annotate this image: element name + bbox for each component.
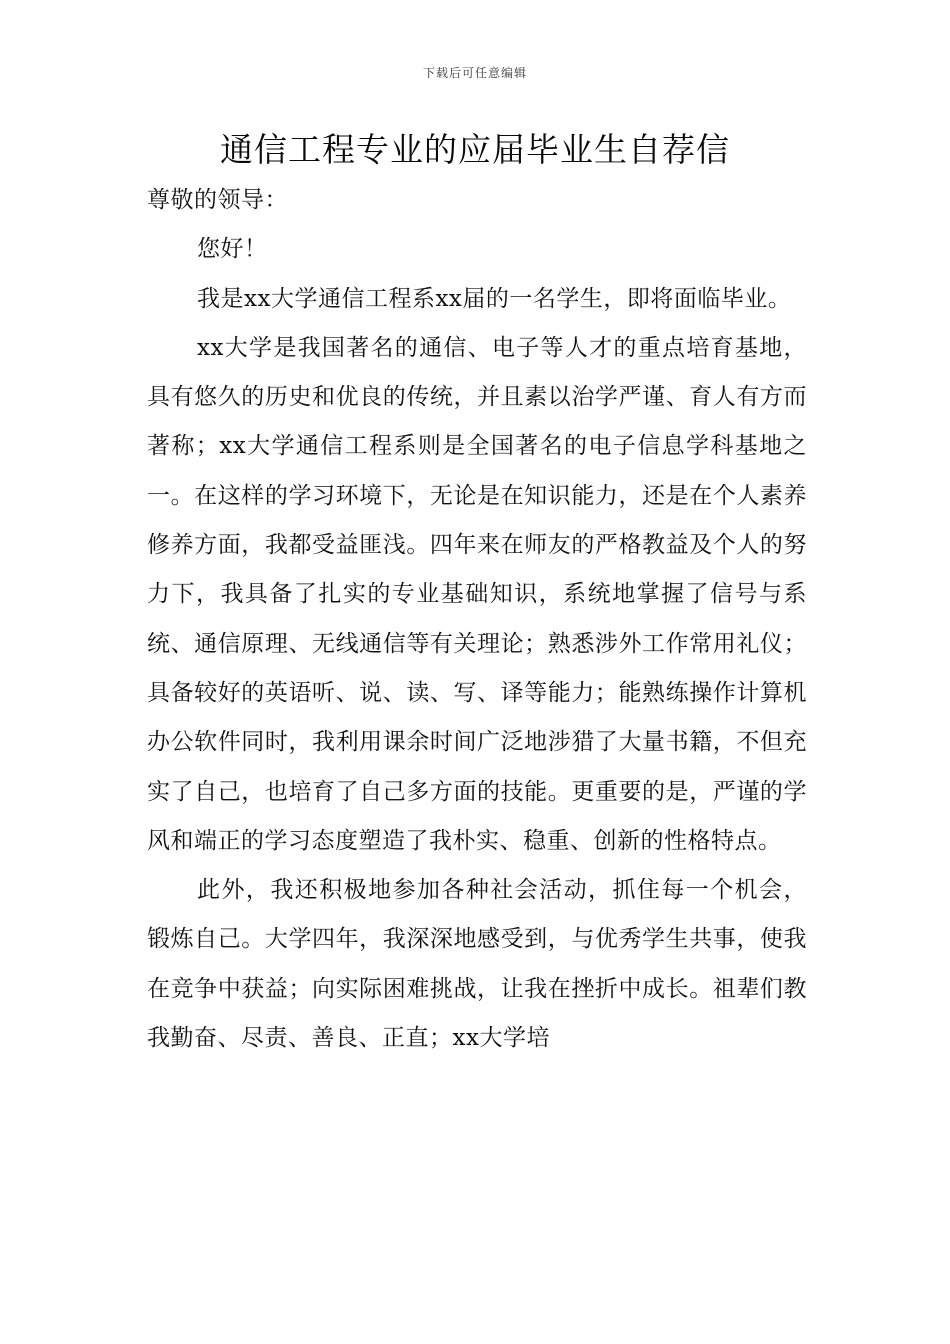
salutation: 尊敬的领导： bbox=[147, 187, 288, 213]
paragraph-greeting: 您好！ bbox=[197, 236, 268, 263]
header-note: 下载后可任意编辑 bbox=[422, 66, 527, 80]
paragraph-activities: 此外，我还积极地参加各种社会活动，抓住每一个机会，锻炼自己。大学四年，我深深地感受到，与优秀学生共事，使我在竞争中获益；向实际困难挑战，让我在挫折中成长。祖辈们教我勤奋、尽责、善良、正直；xx大学培 bbox=[147, 877, 807, 1052]
paragraph-introduction: 我是xx大学通信工程系xx届的一名学生，即将面临毕业。 bbox=[197, 285, 792, 312]
document-title: 通信工程专业的应届毕业生自荐信 bbox=[220, 130, 730, 169]
paragraph-university: xx大学是我国著名的通信、电子等人才的重点培育基地，具有悠久的历史和优良的传统，并且素以治学严谨、育人有方而著称；xx大学通信工程系则是全国著名的电子信息学科基地之一。在这样的学习环境下，无论是在知识能力，还是在个人素养修养方面，我都受益匪浅。四年来在师友的严格教益及个人的努力下，我具备了扎实的专业基础知识，系统地掌握了信号与系统、通信原理、无线通信等有关理论；熟悉涉外工作常用礼仪；具备较好的英语听、说、读、写、译等能力；能熟练操作计算机办公软件同时，我利用课余时间广泛地涉猎了大量书籍，不但充实了自己，也培育了自己多方面的技能。更重要的是，严谨的学风和端正的学习态度塑造了我朴实、稳重、创新的性格特点。 bbox=[147, 334, 807, 854]
letter-body bbox=[147, 176, 807, 1063]
